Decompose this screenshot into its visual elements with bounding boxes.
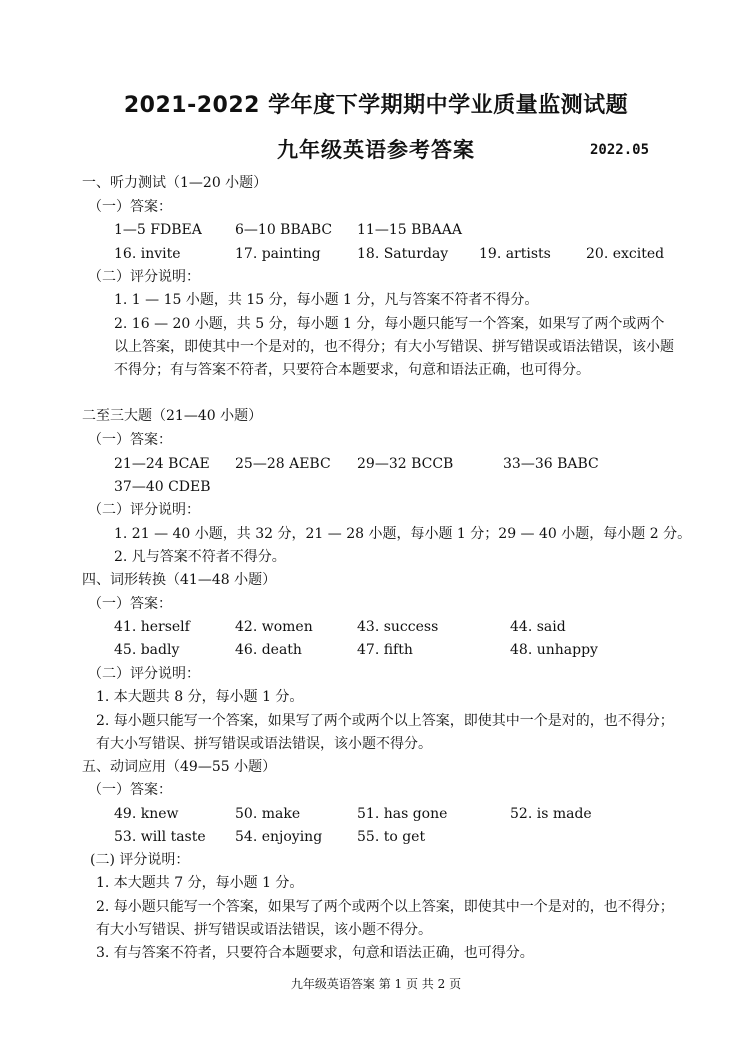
answer-cell: 53. will taste <box>114 829 206 845</box>
answer-cell: 21—24 BCAE <box>114 456 210 472</box>
section-5-heading: 五、动词应用（49—55 小题） <box>82 759 277 775</box>
scoring-note: 1. 1 — 15 小题，共 15 分，每小题 1 分，凡与答案不符者不得分。 <box>114 292 539 308</box>
section-2-3-scoring-label: （二）评分说明： <box>88 502 200 518</box>
answer-cell: 17. painting <box>235 246 321 262</box>
scoring-note: 3. 有与答案不符者，只要符合本题要求，句意和语法正确，也可得分。 <box>96 945 534 961</box>
answer-cell: 44. said <box>510 619 566 635</box>
answer-cell: 54. enjoying <box>235 829 323 845</box>
section-1-heading: 一、听力测试（1—20 小题） <box>82 175 268 191</box>
document-title: 2021-2022 学年度下学期期中学业质量监测试题 <box>123 93 629 118</box>
answer-cell: 52. is made <box>510 806 592 822</box>
answer-cell: 25—28 AEBC <box>235 456 331 472</box>
page-footer: 九年级英语答案 第 1 页 共 2 页 <box>290 977 462 991</box>
section-4-heading: 四、词形转换（41—48 小题） <box>82 572 277 588</box>
answer-cell: 37—40 CDEB <box>114 479 211 495</box>
answer-cell: 45. badly <box>114 642 180 658</box>
scoring-note: 1. 本大题共 7 分，每小题 1 分。 <box>96 875 304 891</box>
scoring-note: 2. 每小题只能写一个答案，如果写了两个或两个以上答案，即使其中一个是对的，也不得分；有大小写错误、拼写错误或语法错误，该小题不得分。 <box>96 713 674 752</box>
answer-cell: 43. success <box>357 619 439 635</box>
answer-cell: 33—36 BABC <box>503 456 599 472</box>
answer-cell: 16. invite <box>114 246 181 262</box>
document-subtitle: 九年级英语参考答案 <box>277 138 475 162</box>
answer-cell: 29—32 BCCB <box>357 456 454 472</box>
answer-cell: 47. fifth <box>357 642 413 658</box>
document-date: 2022.05 <box>590 142 650 158</box>
scoring-note: 1. 21 — 40 小题，共 32 分，21 — 28 小题，每小题 1 分；29 — 40 小题，每小题 2 分。 <box>114 526 692 542</box>
answer-cell: 46. death <box>235 642 302 658</box>
answer-cell: 48. unhappy <box>510 642 598 658</box>
scoring-note: 1. 本大题共 8 分，每小题 1 分。 <box>96 689 304 705</box>
section-1-scoring-label: （二）评分说明： <box>88 269 200 285</box>
answer-cell: 20. excited <box>586 246 665 262</box>
answer-cell: 55. to get <box>357 829 426 845</box>
section-5-answers-label: （一）答案： <box>88 782 172 798</box>
answer-cell: 19. artists <box>479 246 551 262</box>
section-4-answers-label: （一）答案： <box>88 596 172 612</box>
answer-cell: 18. Saturday <box>357 246 449 262</box>
scoring-note: 2. 16 — 20 小题，共 5 分，每小题 1 分，每小题只能写一个答案，如果写了两个或两个以上答案，即使其中一个是对的，也不得分；有大小写错误、拼写错误或语法错误，该小题不得分；有与答案不符者，只要符合本题要求，句意和语法正确，也可得分。 <box>114 316 674 378</box>
answer-cell: 42. women <box>235 619 313 635</box>
answer-cell: 41. herself <box>114 619 190 635</box>
answer-cell: 50. make <box>235 806 301 822</box>
answer-cell: 1—5 FDBEA <box>114 222 202 238</box>
answer-cell: 6—10 BBABC <box>235 222 333 238</box>
section-5-scoring-label: (二) 评分说明： <box>90 852 190 868</box>
section-1-answers-label: （一）答案： <box>88 199 172 215</box>
section-2-3-answers-label: （一）答案： <box>88 432 172 448</box>
scoring-note: 2. 凡与答案不符者不得分。 <box>114 549 286 565</box>
section-2-3-heading: 二至三大题（21—40 小题） <box>82 408 263 424</box>
scoring-note: 2. 每小题只能写一个答案，如果写了两个或两个以上答案，即使其中一个是对的，也不得分；有大小写错误、拼写错误或语法错误，该小题不得分。 <box>96 899 674 938</box>
answer-cell: 51. has gone <box>357 806 448 822</box>
section-4-scoring-label: （二）评分说明： <box>88 666 200 682</box>
answer-cell: 11—15 BBAAA <box>357 222 462 238</box>
answer-cell: 49. knew <box>114 806 179 822</box>
